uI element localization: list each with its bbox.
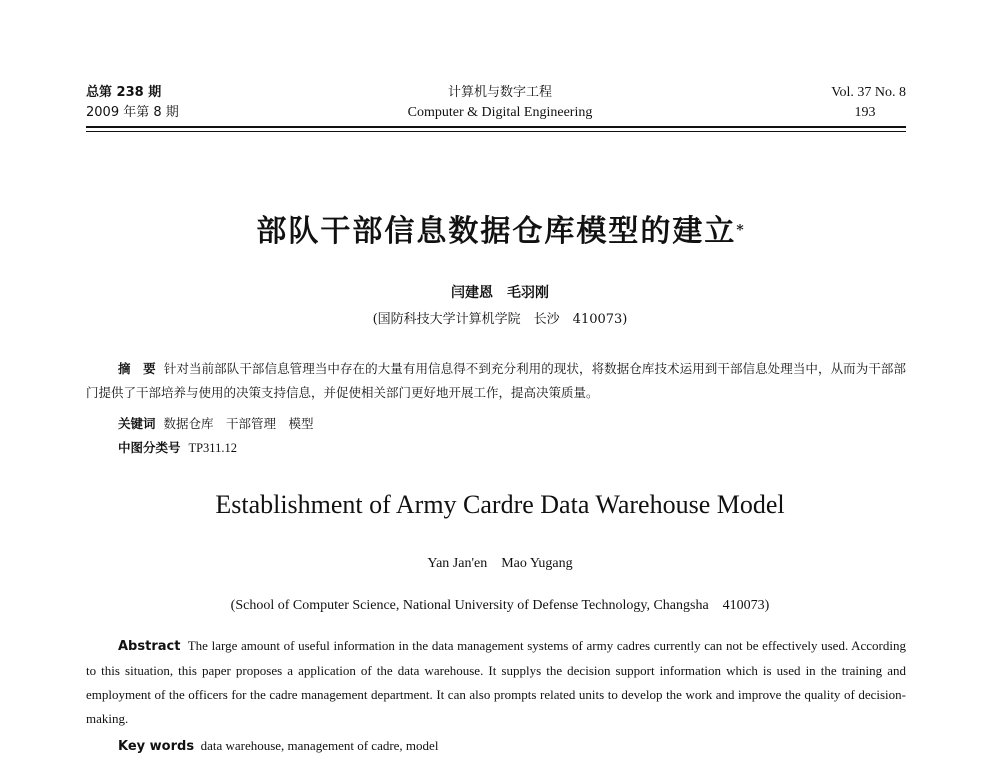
page-title-cn: 部队干部信息数据仓库模型的建立 — [256, 214, 737, 249]
issue-total: 总第 238 期 — [86, 85, 162, 100]
class-number — [118, 437, 237, 459]
keywords-cn-text: 数据仓库 干部管理 模型 — [163, 416, 314, 431]
keywords-en-label: Key words — [118, 739, 195, 754]
title-cn-block — [0, 206, 1000, 250]
journal-title-cn: 计算机与数字工程 — [447, 85, 552, 100]
abstract-cn — [86, 357, 906, 405]
abstract-en-text: The large amount of useful information in the data management systems of army cadres currently can not be effectively used. According to this situation, this paper proposes a application of the data warehouse. It supplys the decision support information which is used in the training and employment of the officers for the cadre management department. It can also prompts related units to develop the work and improve the quality of decision-making. — [86, 638, 906, 726]
class-number-value: TP311.12 — [188, 441, 237, 455]
affiliation-en: (School of Computer Science, National University of Defense Technology, Changsha 410073) — [230, 598, 770, 613]
abstract-en-label: Abstract — [118, 639, 181, 654]
authors-en: Yan Jan'en Mao Yugang — [427, 556, 573, 571]
affiliation-cn: (国防科技大学计算机学院 长沙 410073) — [372, 312, 628, 327]
abstract-cn-text: 针对当前部队干部信息管理当中存在的大量有用信息得不到充分利用的现状，将数据仓库技术运用到干部信息处理当中，从而为干部部门提供了干部培养与使用的决策支持信息，并促使相关部门更好地开展工作，提高决策质量。 — [86, 361, 906, 400]
title-footnote-mark: * — [736, 222, 744, 239]
header-rule-thin — [86, 131, 906, 132]
keywords-cn-label: 关键词 — [118, 416, 156, 431]
volume-number: Vol. 37 No. 8 — [831, 85, 906, 100]
keywords-en-text: data warehouse, management of cadre, model — [200, 738, 439, 753]
abstract-en — [86, 634, 906, 731]
class-number-label: 中图分类号 — [118, 440, 181, 455]
journal-title-en: Computer & Digital Engineering — [407, 105, 593, 120]
abstract-cn-label: 摘 要 — [118, 361, 156, 376]
authors-cn: 闫建恩 毛羽刚 — [451, 285, 549, 301]
issue-year: 2009 年第 8 期 — [86, 105, 179, 120]
keywords-en — [118, 736, 438, 757]
header-rule-thick — [86, 126, 906, 128]
keywords-cn — [118, 413, 313, 435]
page-title-en: Establishment of Army Cardre Data Warehouse Model — [215, 490, 785, 519]
page-number: 193 — [854, 105, 876, 120]
